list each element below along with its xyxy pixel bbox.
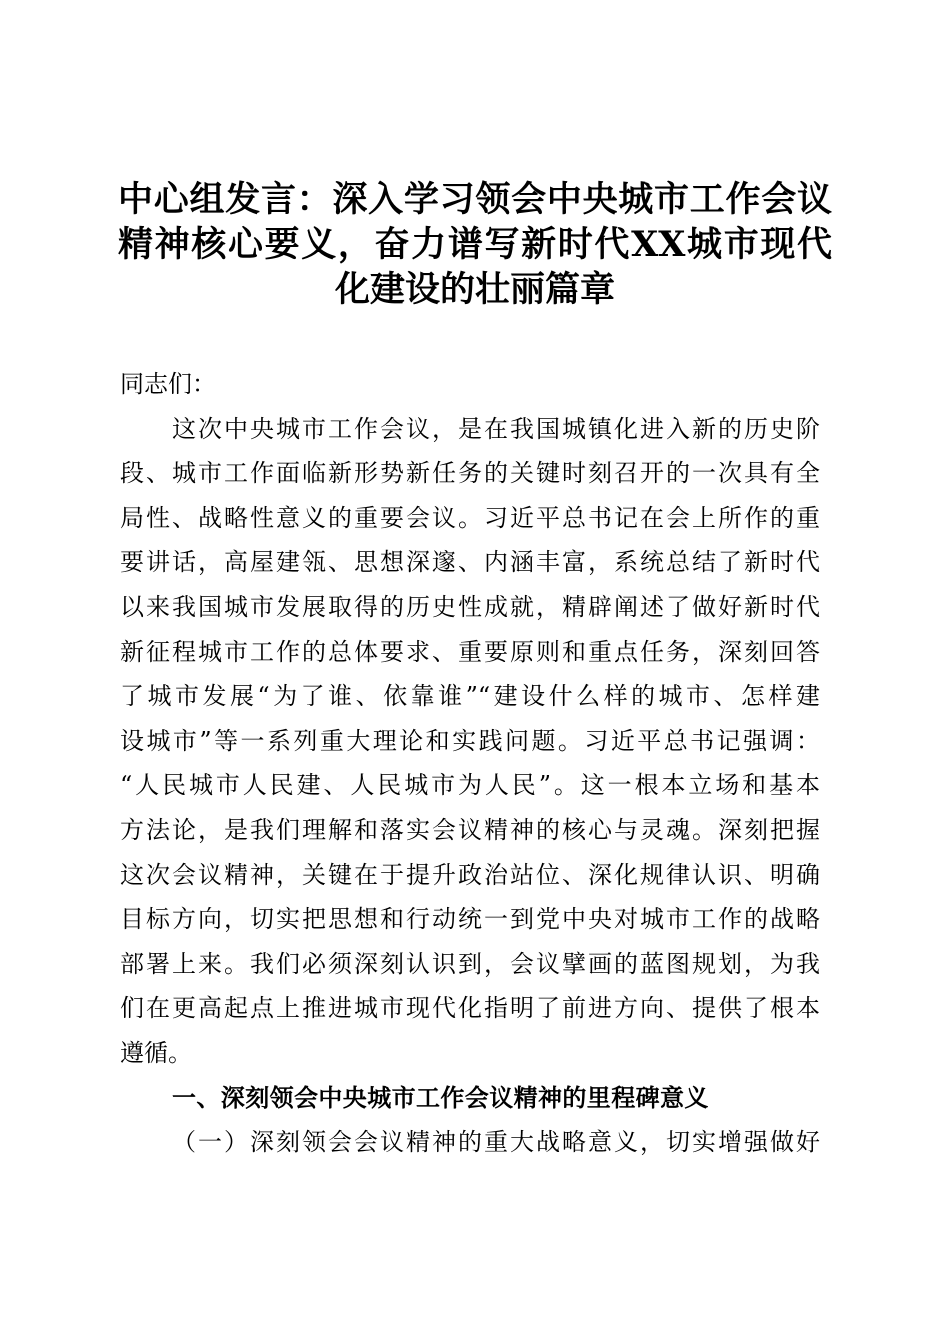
subsection-heading: （一）深刻领会会议精神的重大战略意义，切实增强做好 [172, 1128, 820, 1157]
intro-paragraph [120, 407, 820, 1076]
paragraph-line: 这次中央城市工作会议，是在我国城镇化进入新的历史阶 [172, 414, 820, 443]
paragraph-line: 遵循。 [120, 1038, 192, 1067]
paragraph-line: “人民城市人民建、人民城市为人民”。这一根本立场和基本 [120, 771, 820, 800]
paragraph-line: 局性、战略性意义的重要会议。习近平总书记在会上所作的重 [120, 503, 820, 532]
paragraph-line: 设城市”等一系列重大理论和实践问题。习近平总书记强调： [120, 726, 820, 755]
document-body [120, 362, 820, 1165]
paragraph-line: 这次会议精神，关键在于提升政治站位、深化规律认识、明确 [120, 860, 820, 889]
section-heading: 一、深刻领会中央城市工作会议精神的里程碑意义 [172, 1083, 709, 1112]
paragraph-line: 要讲话，高屋建瓴、思想深邃、内涵丰富，系统总结了新时代 [120, 548, 820, 577]
paragraph-line: 们在更高起点上推进城市现代化指明了前进方向、提供了根本 [120, 994, 820, 1023]
paragraph-line: 新征程城市工作的总体要求、重要原则和重点任务，深刻回答 [120, 637, 820, 666]
title-line: 中心组发言：深入学习领会中央城市工作会议 [118, 179, 832, 220]
paragraph-line: 以来我国城市发展取得的历史性成就，精辟阐述了做好新时代 [120, 592, 820, 621]
paragraph-line: 目标方向，切实把思想和行动统一到党中央对城市工作的战略 [120, 905, 820, 934]
title-line: 精神核心要义，奋力谱写新时代XX城市现代 [118, 224, 832, 265]
paragraph-line: 方法论，是我们理解和落实会议精神的核心与灵魂。深刻把握 [120, 815, 820, 844]
paragraph-line: 段、城市工作面临新形势新任务的关键时刻召开的一次具有全 [120, 459, 820, 488]
paragraph-line: 部署上来。我们必须深刻认识到，会议擘画的蓝图规划，为我 [120, 949, 820, 978]
paragraph-line: 了城市发展“为了谁、依靠谁”“建设什么样的城市、怎样建 [120, 682, 820, 711]
title-line: 化建设的壮丽篇章 [334, 269, 615, 310]
salutation: 同志们： [120, 370, 216, 398]
document-title [118, 177, 832, 312]
